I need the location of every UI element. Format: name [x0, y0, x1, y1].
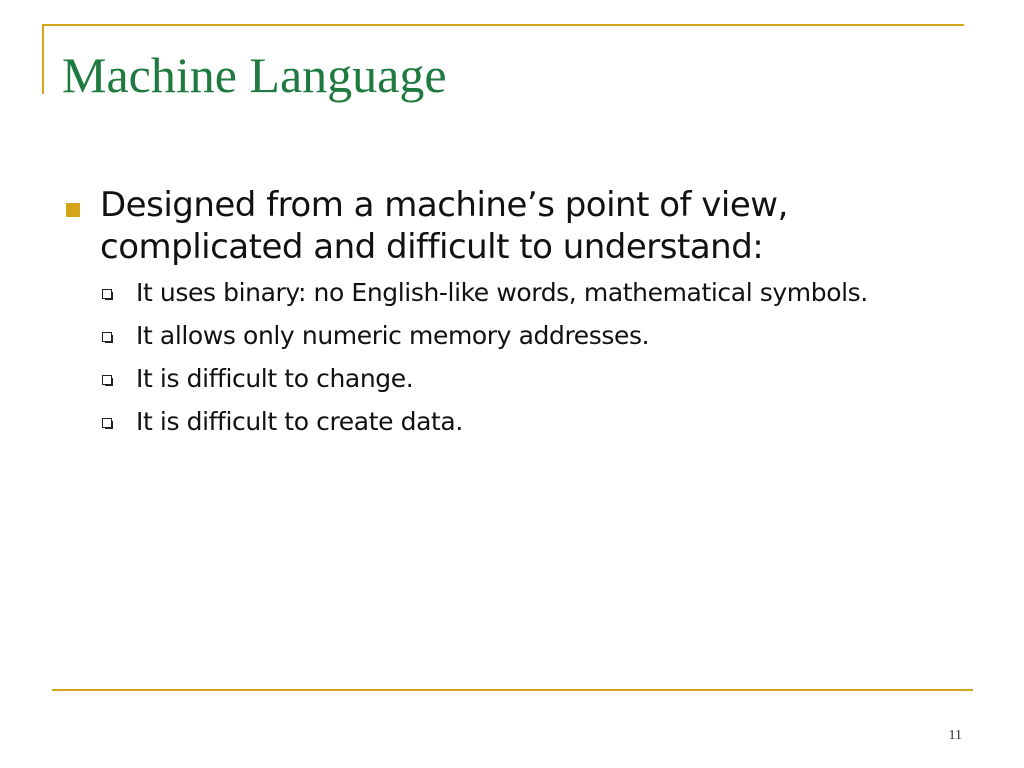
- hollow-square-bullet-icon: [102, 289, 112, 299]
- main-bullet-text: Designed from a machine’s point of view, complicated and difficult to understand:: [100, 185, 788, 267]
- sub-bullet-list: [62, 276, 922, 439]
- sub-bullet-item: [136, 276, 922, 310]
- sub-bullet-text: It uses binary: no English-like words, mathematical symbols.: [136, 278, 868, 307]
- sub-bullet-text: It is difficult to create data.: [136, 407, 463, 436]
- slide-content: [62, 184, 922, 448]
- filled-square-bullet-icon: [66, 203, 80, 217]
- page-number: 11: [948, 728, 962, 743]
- hollow-square-bullet-icon: [102, 418, 112, 428]
- sub-bullet-text: It allows only numeric memory addresses.: [136, 321, 650, 350]
- sub-bullet-item: [136, 319, 922, 353]
- sub-bullet-item: [136, 362, 922, 396]
- frame-top-line: [42, 24, 964, 26]
- hollow-square-bullet-icon: [102, 332, 112, 342]
- sub-bullet-text: It is difficult to change.: [136, 364, 414, 393]
- frame-left-line: [42, 24, 44, 94]
- slide-title: Machine Language: [62, 47, 447, 103]
- hollow-square-bullet-icon: [102, 375, 112, 385]
- main-bullet-item: [62, 184, 922, 268]
- frame-bottom-line: [52, 689, 973, 691]
- sub-bullet-item: [136, 405, 922, 439]
